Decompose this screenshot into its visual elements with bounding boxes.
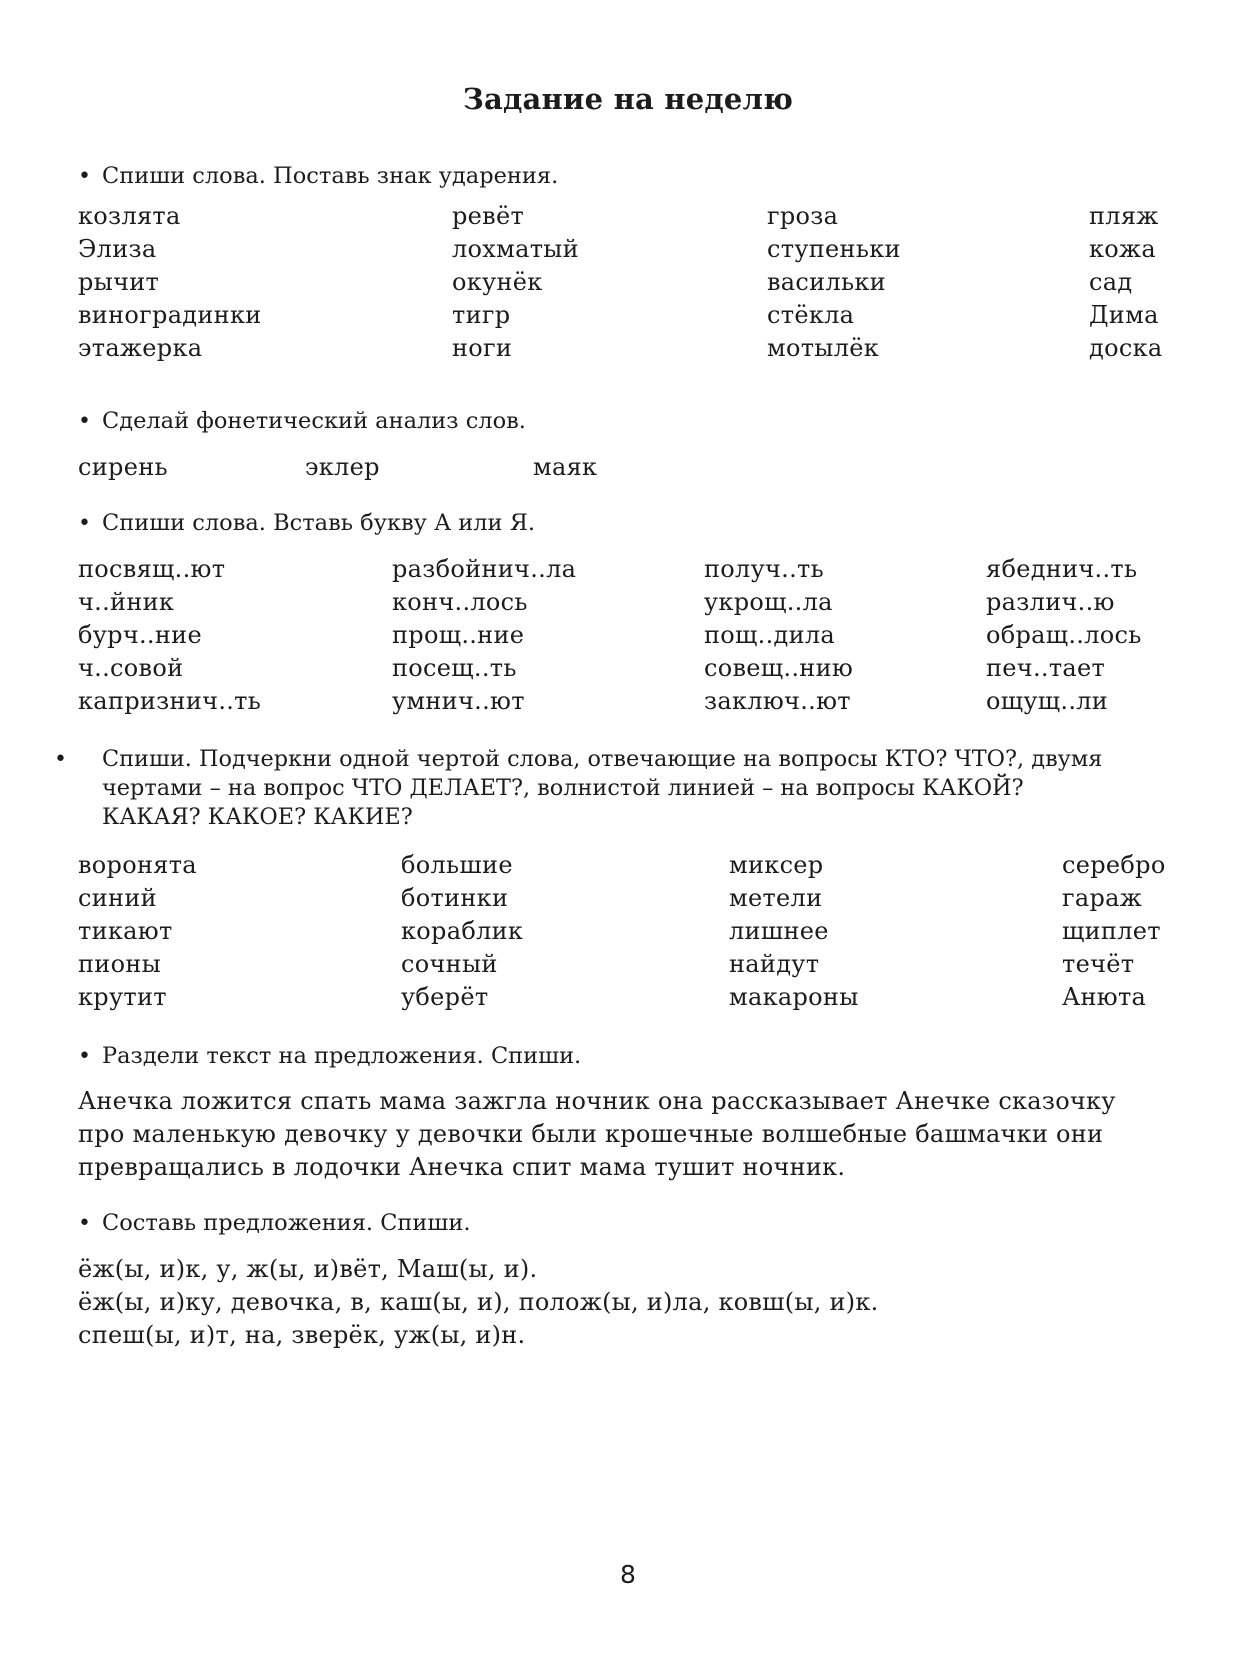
word: васильки: [767, 268, 886, 296]
word: гроза: [767, 202, 839, 230]
sentences-paragraph: [78, 1085, 1180, 1184]
word: посещ..ть: [392, 654, 517, 682]
word: тигр: [452, 301, 511, 329]
word: макароны: [729, 983, 859, 1011]
word-column: [401, 849, 523, 1014]
word: гараж: [1062, 884, 1143, 912]
word: козлята: [78, 202, 181, 230]
word: совещ..нию: [704, 654, 854, 682]
word: мотылёк: [767, 334, 880, 362]
bullet: •: [78, 409, 91, 434]
instruction-text: Сделай фонетический анализ слов.: [102, 408, 526, 434]
instruction-phonetic: [78, 407, 1178, 436]
word: уберёт: [401, 983, 489, 1011]
word-column: [78, 849, 197, 1014]
word-column: [1062, 849, 1166, 1014]
word: этажерка: [78, 334, 203, 362]
word: пионы: [78, 950, 162, 978]
word: ноги: [452, 334, 513, 362]
word: прощ..ние: [392, 621, 525, 649]
word-column: [729, 849, 859, 1014]
word: кораблик: [401, 917, 524, 945]
word: ч..йник: [78, 588, 175, 616]
instruction-underline: [54, 745, 1200, 832]
bullet: •: [78, 1044, 91, 1069]
word: сирень: [78, 453, 168, 481]
word: большие: [401, 851, 513, 879]
paragraph-line: Анечка ложится спать мама зажгла ночник она рассказывает Анечке сказочку: [78, 1087, 1116, 1115]
word: получ..ть: [704, 555, 824, 583]
word: укрощ..ла: [704, 588, 833, 616]
paragraph-line: про маленькую девочку у девочки были крошечные волшебные башмачки они: [78, 1120, 1104, 1148]
instruction-text: Составь предложения. Спиши.: [102, 1210, 471, 1236]
word: серебро: [1062, 851, 1166, 879]
instruction-text: Спиши слова. Вставь букву А или Я.: [102, 510, 536, 536]
page-title: Задание на неделю: [462, 82, 794, 116]
word: рычит: [78, 268, 160, 296]
paragraph-line: превращались в лодочки Анечка спит мама тушит ночник.: [78, 1153, 846, 1181]
instruction-text: Спиши слова. Поставь знак ударения.: [102, 163, 559, 189]
word-column: [392, 553, 576, 718]
word: метели: [729, 884, 823, 912]
word-column: [78, 200, 262, 365]
instruction-line: Спиши. Подчеркни одной чертой слова, отвечающие на вопросы КТО? ЧТО?, двумя: [102, 746, 1103, 772]
word: бурч..ние: [78, 621, 202, 649]
compose-line: ёж(ы, и)к, у, ж(ы, и)вёт, Маш(ы, и).: [78, 1255, 538, 1283]
word-column: [986, 553, 1142, 718]
word: лохматый: [452, 235, 579, 263]
word: найдут: [729, 950, 820, 978]
word-column: [704, 553, 853, 718]
word: маяк: [533, 453, 598, 481]
word: воронята: [78, 851, 197, 879]
bullet: •: [78, 1211, 91, 1236]
word: посвящ..ют: [78, 555, 226, 583]
instruction-sentences: [78, 1042, 1178, 1071]
word: пляж: [1089, 202, 1159, 230]
word: тикают: [78, 917, 173, 945]
word: кожа: [1089, 235, 1157, 263]
word: печ..тает: [986, 654, 1106, 682]
word: Элиза: [78, 235, 157, 263]
word: окунёк: [452, 268, 543, 296]
word: течёт: [1062, 950, 1135, 978]
instruction-line: чертами – на вопрос ЧТО ДЕЛАЕТ?, волнистой линией – на вопросы КАКОЙ?: [102, 775, 1024, 801]
compose-line: ёж(ы, и)ку, девочка, в, каш(ы, и), полож(ы, и)ла, ковш(ы, и)к.: [78, 1288, 879, 1316]
compose-line: спеш(ы, и)т, на, зверёк, уж(ы, и)н.: [78, 1321, 526, 1349]
word: капризнич..ть: [78, 687, 262, 715]
compose-lines: [78, 1253, 1180, 1352]
word-column: [1089, 200, 1162, 365]
instruction-line: КАКАЯ? КАКОЕ? КАКИЕ?: [102, 804, 413, 830]
word: виноградинки: [78, 301, 262, 329]
word: конч..лось: [392, 588, 528, 616]
word-column: [452, 200, 579, 365]
bullet: •: [54, 747, 67, 772]
word: разбойнич..ла: [392, 555, 577, 583]
word: ябеднич..ть: [986, 555, 1138, 583]
workbook-page: [54, 0, 1178, 1654]
instruction-text: Раздели текст на предложения. Спиши.: [102, 1043, 582, 1069]
word: доска: [1089, 334, 1163, 362]
word: ступеньки: [767, 235, 901, 263]
word-column: [767, 200, 901, 365]
word: щиплет: [1062, 917, 1161, 945]
word: ревёт: [452, 202, 525, 230]
word: миксер: [729, 851, 824, 879]
word-column: [78, 553, 261, 718]
word: ч..совой: [78, 654, 184, 682]
word: Дима: [1089, 301, 1159, 329]
word: ботинки: [401, 884, 509, 912]
bullet: •: [78, 164, 91, 189]
word: Анюта: [1062, 983, 1147, 1011]
word: пощ..дила: [704, 621, 836, 649]
instruction-compose: [78, 1209, 1178, 1238]
word: эклер: [305, 453, 380, 481]
page-number: 8: [620, 1560, 636, 1589]
word: сочный: [401, 950, 498, 978]
word: сад: [1089, 268, 1133, 296]
word: крутит: [78, 983, 167, 1011]
word: обращ..лось: [986, 621, 1142, 649]
word: различ..ю: [986, 588, 1115, 616]
word: синий: [78, 884, 157, 912]
word: лишнее: [729, 917, 829, 945]
word: ощущ..ли: [986, 687, 1109, 715]
instruction-stress: [78, 162, 1178, 191]
instruction-letters: [78, 509, 1178, 538]
word: умнич..ют: [392, 687, 525, 715]
bullet: •: [78, 511, 91, 536]
word: стёкла: [767, 301, 855, 329]
word: заключ..ют: [704, 687, 851, 715]
